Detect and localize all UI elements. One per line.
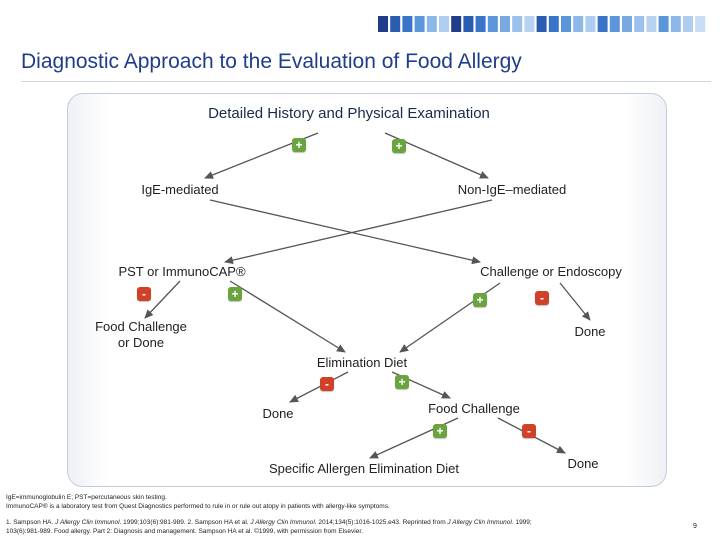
node-done-right: Done	[574, 324, 606, 339]
node-history-physical-exam: Detailed History and Physical Examination	[208, 105, 490, 122]
positive-sign-icon: +	[228, 287, 242, 301]
reference-text: 103(6):981-989. Food allergy. Part 2: Diagnosis and management. Sampson HA et al. ©1999, with permission from Elsevier.	[6, 528, 363, 535]
node-specific-allergen-elimination-diet: Specific Allergen Elimination Diet	[268, 461, 460, 476]
arrow-pst-to-elimination	[230, 281, 345, 352]
arrow-ige-to-challenge-endoscopy	[210, 200, 480, 262]
node-non-ige-mediated: Non-IgE–mediated	[457, 182, 567, 197]
footnote-references	[6, 518, 686, 536]
reference-text: . 1999;	[511, 519, 532, 526]
arrow-non-ige-to-pst	[225, 200, 492, 262]
negative-sign-icon: -	[320, 377, 334, 391]
arrow-elimination-to-done	[290, 372, 348, 402]
positive-sign-icon: +	[473, 293, 487, 307]
positive-sign-icon: +	[433, 424, 447, 438]
positive-sign-icon: +	[392, 139, 406, 153]
negative-sign-icon: -	[137, 287, 151, 301]
footnote-abbreviations	[6, 493, 390, 511]
footnote-abbrev-line-2: ImmunoCAP® is a laboratory test from Quest Diagnostics performed to rule in or rule out atopy in patients with allergy-like symptoms.	[6, 503, 390, 510]
slide-number: 9	[693, 523, 697, 530]
journal-name: J Allergy Clin Immunol	[447, 519, 512, 526]
reference-text: . 1999;103(6):981-989. 2. Sampson HA et al.	[119, 519, 251, 526]
slide-title: Diagnostic Approach to the Evaluation of Food Allergy	[21, 50, 522, 73]
footnote-abbrev-line-1: IgE=immunoglobulin E; PST=percutaneous skin testing.	[6, 494, 167, 501]
node-elimination-diet: Elimination Diet	[316, 355, 408, 370]
node-food-challenge-or-done: Food Challenge or Done	[95, 319, 187, 350]
reference-text: 1. Sampson HA.	[6, 519, 56, 526]
node-food-challenge: Food Challenge	[428, 401, 520, 416]
reference-text: . 2014;134(5):1016-1025.e43. Reprinted from	[314, 519, 448, 526]
node-done-middle: Done	[262, 406, 294, 421]
node-challenge-endoscopy: Challenge or Endoscopy	[480, 264, 622, 279]
arrow-challenge-to-done	[560, 283, 590, 320]
negative-sign-icon: -	[535, 291, 549, 305]
node-pst-immunocap: PST or ImmunoCAP®	[118, 264, 246, 279]
negative-sign-icon: -	[522, 424, 536, 438]
node-ige-mediated: IgE-mediated	[141, 182, 219, 197]
positive-sign-icon: +	[395, 375, 409, 389]
journal-name: J Allergy Clin Immunol	[250, 519, 315, 526]
node-done-bottom: Done	[567, 456, 599, 471]
journal-name: J Allergy Clin Immunol	[55, 519, 120, 526]
positive-sign-icon: +	[292, 138, 306, 152]
